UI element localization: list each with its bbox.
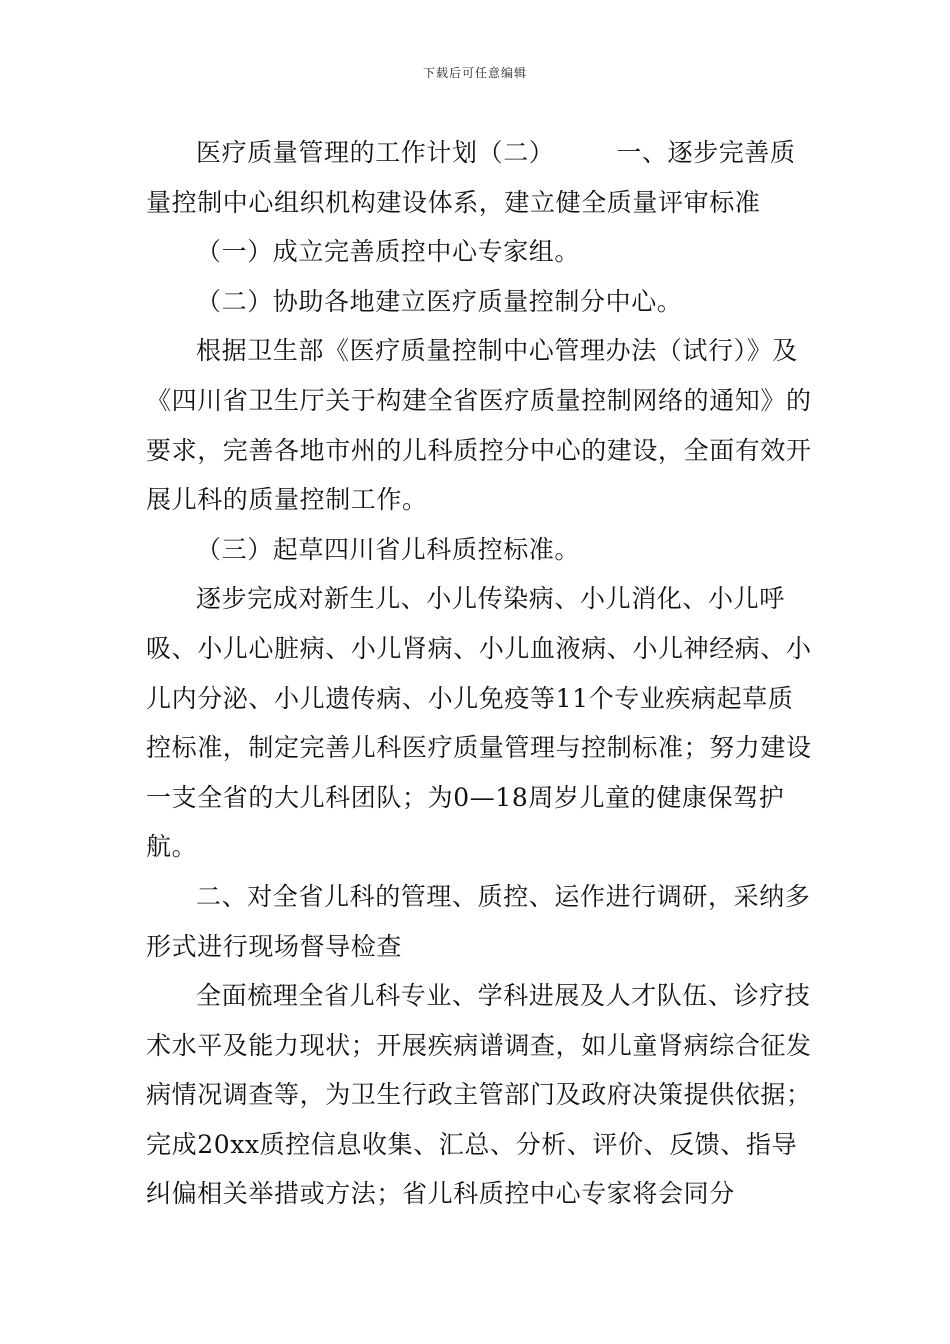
section-heading-1: 一、逐步完善质量控制中心组织机构建设体系，建立健全质量评审标准 xyxy=(146,138,796,217)
subsection-2: （二）协助各地建立医疗质量控制分中心。 xyxy=(196,286,683,316)
paragraph-network: 根据卫生部《医疗质量控制中心管理办法（试行）》及《四川省卫生厅关于构建全省医疗质量控制网络的通知》的要求，完善各地市州的儿科质控分中心的建设，全面有效开展儿科的质量控制工作。 xyxy=(146,336,812,515)
paragraph-standards: 逐步完成对新生儿、小儿传染病、小儿消化、小儿呼吸、小儿心脏病、小儿肾病、小儿血液病、小儿神经病、小儿内分泌、小儿遗传病、小儿免疫等11个专业疾病起草质控标准，制定完善儿科医疗质量管理与控制标准；努力建设一支全省的大儿科团队；为0—18周岁儿童的健康保驾护航。 xyxy=(146,584,812,862)
header-note: 下载后可任意编辑 xyxy=(422,66,527,80)
paragraph-survey: 全面梳理全省儿科专业、学科进展及人才队伍、诊疗技术水平及能力现状；开展疾病谱调查，如儿童肾病综合征发病情况调查等，为卫生行政主管部门及政府决策提供依据；完成20xx质控信息收集、汇总、分析、评价、反馈、指导纠偏相关举措或方法；省儿科质控中心专家将会同分 xyxy=(146,981,812,1209)
subsection-1: （一）成立完善质控中心专家组。 xyxy=(196,237,581,267)
section-heading-2: 二、对全省儿科的管理、质控、运作进行调研，采纳多形式进行现场督导检查 xyxy=(146,881,811,961)
document-body xyxy=(146,128,814,1219)
title-paragraph xyxy=(146,128,814,227)
document-title: 医疗质量管理的工作计划（二） xyxy=(196,138,555,167)
subsection-3: （三）起草四川省儿科质控标准。 xyxy=(196,534,581,564)
